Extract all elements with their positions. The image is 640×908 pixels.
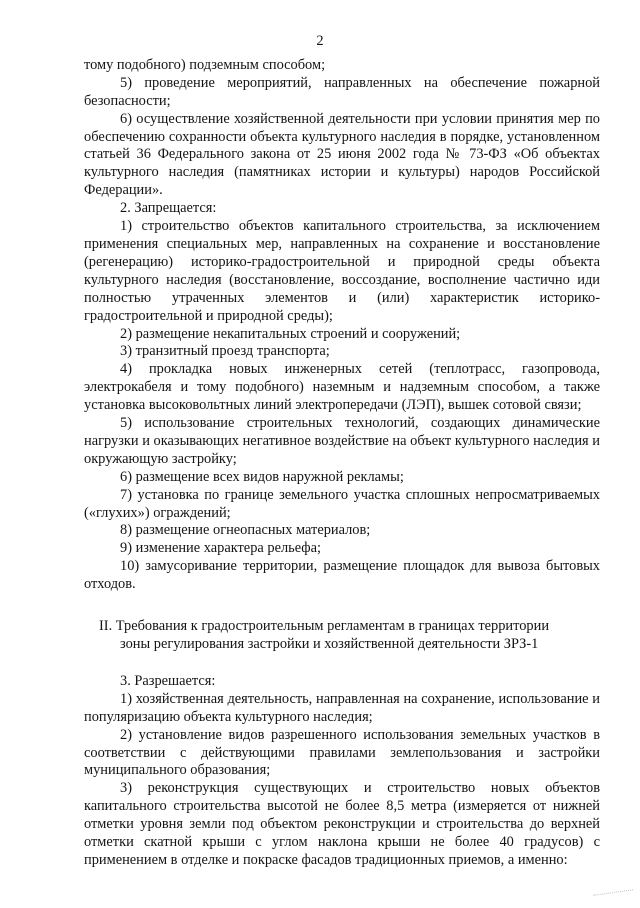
section-heading xyxy=(84,618,600,654)
paragraph: 2. Запрещается: xyxy=(120,200,217,217)
paragraph: 5) проведение мероприятий, направленных на обеспечение пожарной безопасности; xyxy=(84,74,600,109)
list-item: 8) размещение огнеопасных материалов; xyxy=(120,522,371,539)
paragraph: 6) осуществление хозяйственной деятельности при условии принятия мер по обеспечению сохранности объекта культурного наследия в порядке, установленном статьей 36 Федерального закона от 25 июня 2002 года № 73-ФЗ «Об объектах культурного наследия (памятниках истории и культуры) народов Российской Федерации». xyxy=(84,110,600,199)
list-item: 3) транзитный проезд транспорта; xyxy=(120,343,330,360)
list-item: 2) установление видов разрешенного использования земельных участков в соответствии с действующими правилами землепользования и застройки муниципального образования; xyxy=(84,726,600,779)
list-item: 1) строительство объектов капитального строительства, за исключением применения специальных мер, направленных на сохранение и восстановление (регенерацию) историко-градостроительной и природной среды объекта культурного наследия (восстановление, воссоздание, восполнение частично иди полностью утраченных элементов и (или) характеристик историко-градостроительной и природной среды); xyxy=(84,218,600,324)
list-item: 2) размещение некапитальных строений и сооружений; xyxy=(120,325,461,342)
paragraph: 3. Разрешается: xyxy=(120,672,216,689)
list-item: 4) прокладка новых инженерных сетей (теплотрасс, газопровода, электрокабеля и тому подобного) наземным и надземным способом, а также установка высоковольтных линий электропередачи (ЛЭП), вышек сотовой связи; xyxy=(84,361,600,414)
section-heading-line: II. Требования к градостроительным регламентам в границах территории xyxy=(99,618,550,635)
list-item: 3) реконструкция существующих и строительство новых объектов капитального строительства высотой не более 8,5 метра (измеряется от нижней отметки уровня земли под объектом реконструкции и строительства до верхней отметки скатной крыши с углом наклона крыши не более 40 градусов) с применением в отделке и покраске фасадов традиционных приемов, а именно: xyxy=(84,780,600,868)
page-number: 2 xyxy=(316,33,324,49)
paragraph: тому подобного) подземным способом; xyxy=(84,56,326,73)
list-item: 10) замусоривание территории, размещение площадок для вывоза бытовых отходов. xyxy=(84,558,600,593)
list-item: 6) размещение всех видов наружной рекламы; xyxy=(120,468,404,485)
section-heading-line: зоны регулирования застройки и хозяйственной деятельности ЗРЗ-1 xyxy=(120,636,539,652)
list-item: 5) использование строительных технологий, создающих динамические нагрузки и оказывающих негативное воздействие на объект культурного наследия и окружающую застройку; xyxy=(84,415,600,467)
list-item: 7) установка по границе земельного участка сплошных непросматриваемых («глухих») ограждений; xyxy=(84,486,600,521)
list-item: 9) изменение характера рельефа; xyxy=(120,540,321,557)
list-item: 1) хозяйственная деятельность, направленная на сохранение, использование и популяризацию объекта культурного наследия; xyxy=(84,690,600,725)
